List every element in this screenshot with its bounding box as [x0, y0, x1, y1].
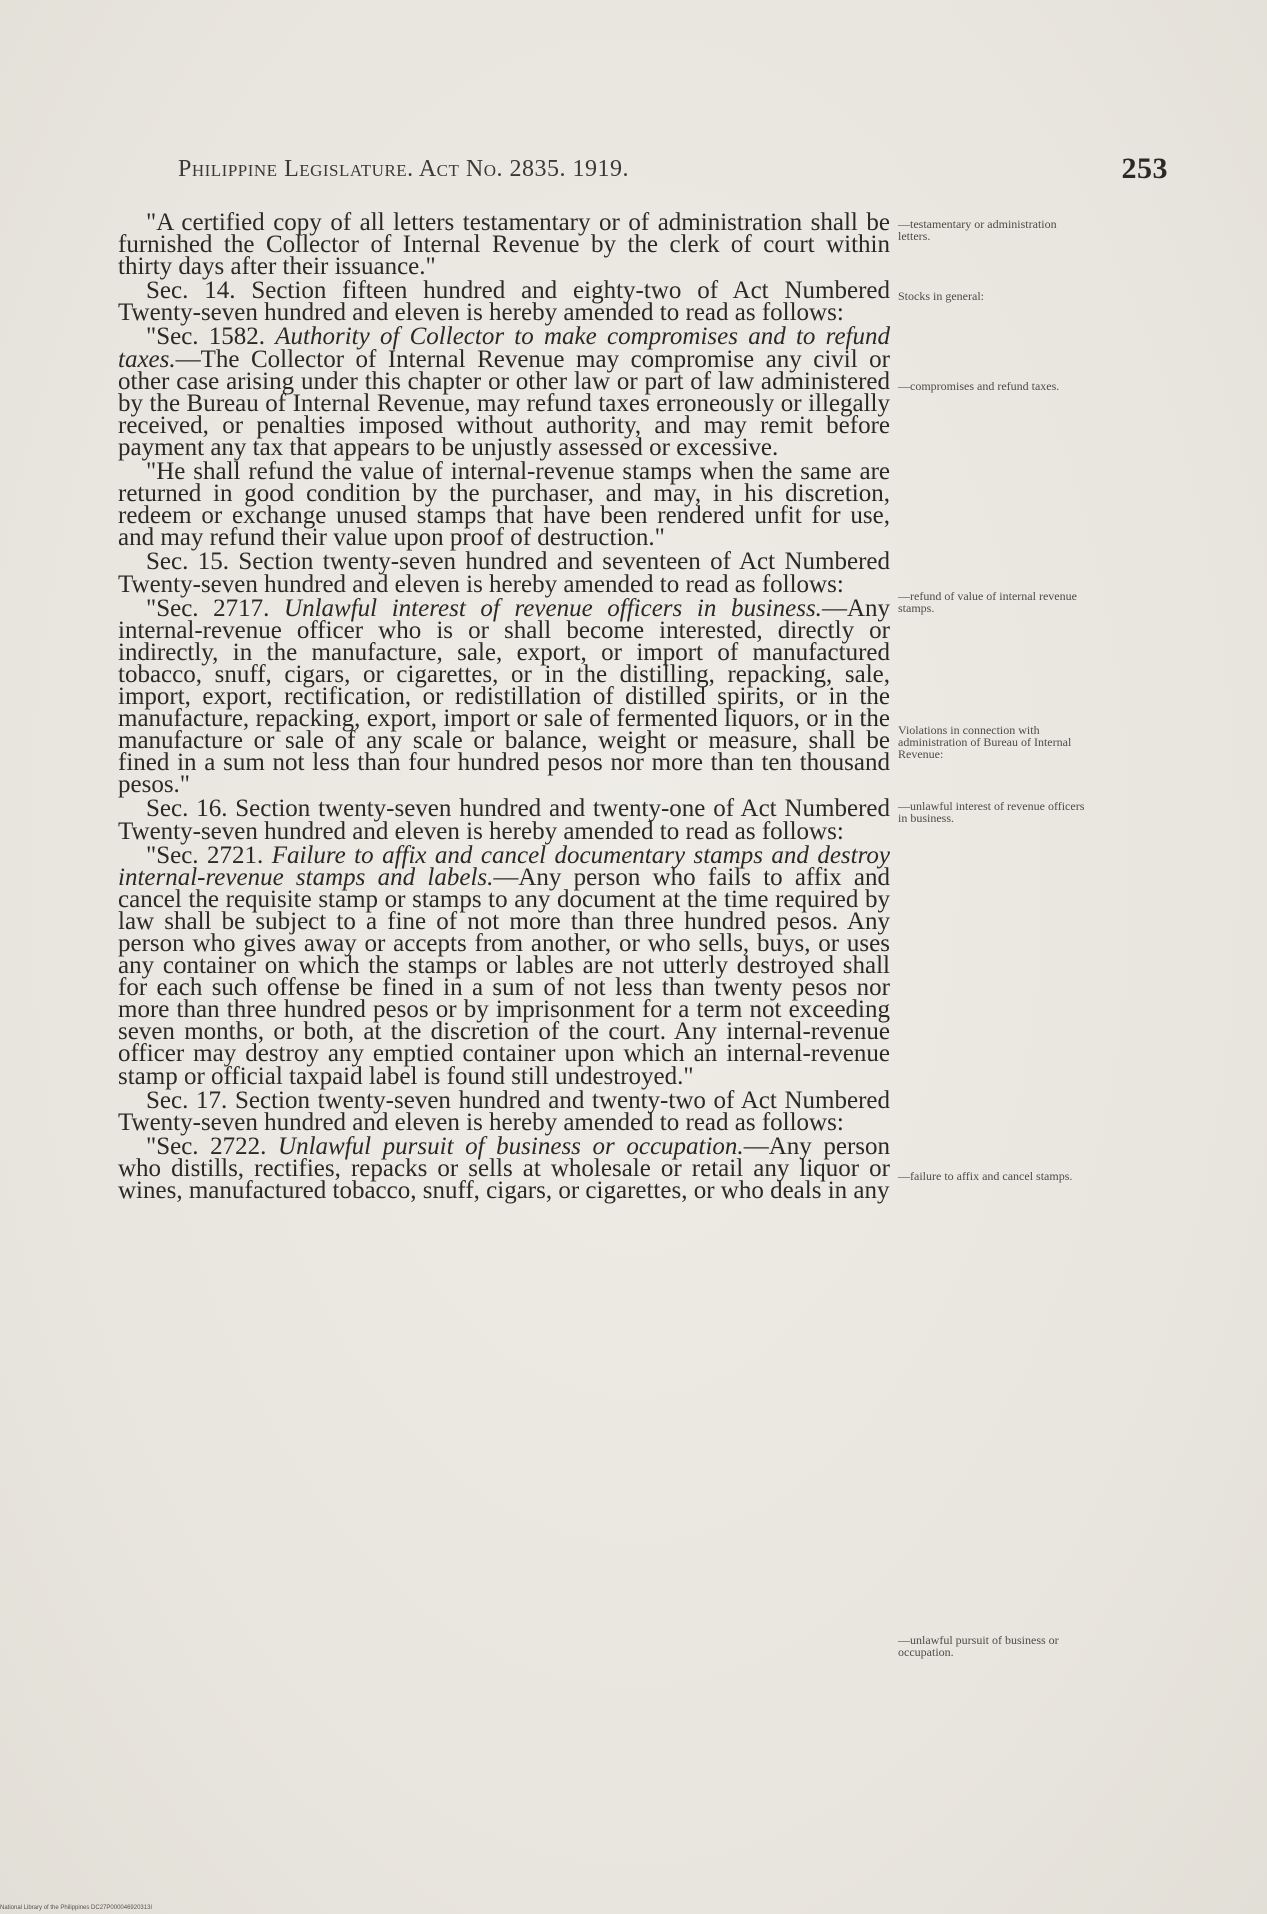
paragraph: "A certified copy of all letters testamentary or of administration shall be furnished the Collector of Internal Revenue by the clerk of court within thirty days after their issuance."	[118, 209, 890, 281]
sec-2722	[118, 1132, 890, 1205]
header-title: Philippine Legislature. Act No. 2835. 1919.	[178, 156, 630, 182]
sec-text: —The Collector of Internal Revenue may compromise any civil or other case arising under this chapter or other law or part of law administered by the Bureau of Internal Revenue, may refund taxes erroneously or illegally received, or penalties imposed without authority, and may remit before payment any tax that appears to be unjustly assessed or excessive.	[118, 345, 890, 461]
sec-heading: Authority of Collector to make compromises and to refund taxes.	[118, 323, 890, 373]
margin-note: Violations in connection with administration of Bureau of Internal Revenue:	[898, 723, 1072, 761]
scan-footer: National Library of the Philippines DC27P000046920313I	[0, 1905, 153, 1911]
margin-note: —unlawful pursuit of business or occupation.	[898, 1633, 1059, 1659]
sec-2717	[118, 594, 890, 799]
margin-note: —unlawful interest of revenue officers in business.	[898, 799, 1085, 825]
sec-text: —Any person who distills, rectifies, repacks or sells at wholesale or retail any liquor or wines, manufactured tobacco, snuff, cigars, or cigarettes, or who deals in any	[118, 1132, 890, 1205]
section-14: Sec. 14. Section fifteen hundred and eighty-two of Act Numbered Twenty-seven hundred and eleven is hereby amended to read as follows:	[118, 277, 890, 327]
section-16: Sec. 16. Section twenty-seven hundred and twenty-one of Act Numbered Twenty-seven hundred and eleven is hereby amended to read as follows:	[118, 795, 890, 845]
body-text	[118, 209, 890, 1205]
paragraph: "He shall refund the value of internal-revenue stamps when the same are returned in good condition by the purchaser, and may, in his discretion, redeem or exchange unused stamps that have been rendered unfit for use, and may refund their value upon proof of destruction."	[118, 458, 890, 552]
sec-lead: "Sec. 2721.	[146, 841, 272, 869]
page-number: 253	[1121, 152, 1168, 185]
sec-lead: "Sec. 2717.	[146, 594, 285, 622]
sec-text: —Any internal-revenue officer who is or shall become interested, directly or indirectly, in the manufacture, sale, export, or import of manufactured tobacco, snuff, cigars, or cigarettes, or in the distilling, repacking, sale, import, export, rectification, or redistillation of distilled spirits, or in the manufacture, repacking, export, import or sale of fermented liquors, or in the manufacture or sale of any scale or balance, weight or measure, shall be fined in a sum not less than four hundred pesos nor more than ten thousand pesos."	[118, 594, 890, 799]
sec-heading: Failure to affix and cancel documentary stamps and destroy internal-revenue stamps and labels.	[118, 841, 890, 891]
section-17: Sec. 17. Section twenty-seven hundred and twenty-two of Act Numbered Twenty-seven hundred and eleven is hereby amended to read as follows:	[118, 1086, 890, 1136]
sec-heading: Unlawful interest of revenue officers in business.	[284, 594, 822, 622]
margin-note: Stocks in general:	[898, 289, 984, 303]
margin-note: —testamentary or administration letters.	[898, 217, 1057, 243]
sec-heading: Unlawful pursuit of business or occupation.	[278, 1132, 744, 1160]
sec-1582	[118, 323, 890, 461]
margin-note: —compromises and refund taxes.	[898, 379, 1060, 393]
sec-2721	[118, 841, 890, 1090]
margin-note: —refund of value of internal revenue stamps.	[898, 589, 1077, 615]
sec-lead: "Sec. 1582.	[146, 323, 276, 351]
sec-lead: "Sec. 2722.	[146, 1132, 279, 1160]
sec-text: —Any person who fails to affix and cancel the requisite stamp or stamps to any document at the time required by law shall be subject to a fine of not more than three hundred pesos. Any person who gives away or accepts from another, or who sells, buys, or uses any container on which the stamps or lables are not utterly destroyed shall for each such offense be fined in a sum of not less than twenty pesos nor more than three hundred pesos or by imprisonment for a term not exceeding seven months, or both, at the discretion of the court. Any internal-revenue officer may destroy any emptied container upon which an internal-revenue stamp or official taxpaid label is found still undestroyed."	[118, 863, 890, 1090]
running-header	[178, 152, 1168, 192]
section-15: Sec. 15. Section twenty-seven hundred and seventeen of Act Numbered Twenty-seven hundred and eleven is hereby amended to read as follows:	[118, 548, 890, 598]
margin-note: —failure to affix and cancel stamps.	[898, 1169, 1073, 1183]
